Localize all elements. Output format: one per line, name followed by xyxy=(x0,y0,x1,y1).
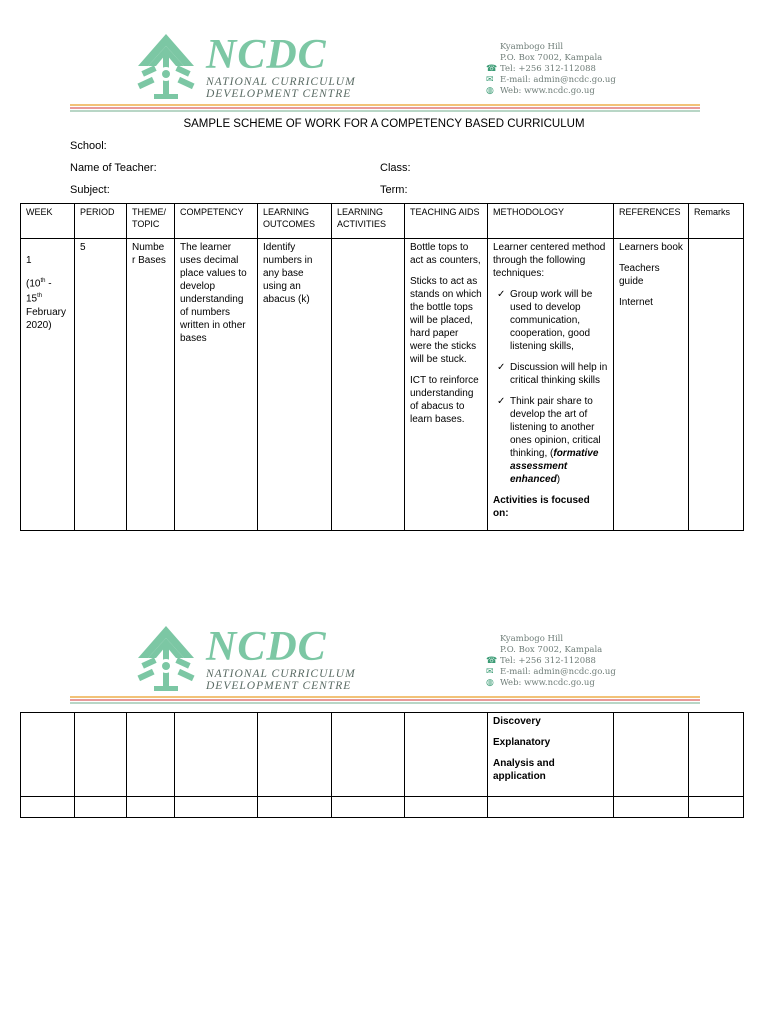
week-cell: 1 (10th - 15th February 2020) xyxy=(21,239,75,531)
brand-line-2: DEVELOPMENT CENTRE xyxy=(206,88,352,100)
theme-cell xyxy=(127,713,175,797)
activity-item: Analysis and application xyxy=(493,758,555,782)
address-line-1: Kyambogo Hill xyxy=(500,42,564,52)
brand-block xyxy=(206,626,356,692)
header-remarks: Remarks xyxy=(689,204,744,239)
address-line-2: P.O. Box 7002, Kampala xyxy=(500,645,603,655)
brand-line-1: NATIONAL CURRICULUM xyxy=(206,76,356,88)
ncdc-logo xyxy=(132,624,200,694)
phone-icon: ☎ xyxy=(486,656,498,666)
reference-item: Learners book xyxy=(619,242,683,253)
table-row xyxy=(21,239,744,531)
term-label: Term: xyxy=(380,184,408,196)
address-line-1: Kyambogo Hill xyxy=(500,634,564,644)
header-outcomes: LEARNING OUTCOMES xyxy=(258,204,332,239)
teaching-aids-cell xyxy=(405,239,488,531)
tel-line: Tel: +256 312-112088 xyxy=(500,64,596,74)
brand-line-1: NATIONAL CURRICULUM xyxy=(206,668,356,680)
activities-cell xyxy=(332,239,405,531)
scheme-of-work-table-continued xyxy=(20,712,744,818)
header-activities: LEARNING ACTIVITIES xyxy=(332,204,405,239)
contact-block xyxy=(486,634,616,689)
header-aids: TEACHING AIDS xyxy=(405,204,488,239)
letterhead xyxy=(70,622,700,702)
page-gap xyxy=(0,540,768,600)
scheme-of-work-table xyxy=(20,203,744,531)
header-stripes xyxy=(70,696,700,705)
teaching-aids-cell xyxy=(405,713,488,797)
aid-item: Sticks to act as stands on which the bottle tops will be placed, hard paper were the sticks will be stuck. xyxy=(410,276,482,365)
week-dates: (10th - xyxy=(26,278,52,290)
activity-item: Discovery xyxy=(493,716,541,727)
class-label: Class: xyxy=(380,162,411,174)
ncdc-logo xyxy=(132,32,200,102)
theme-cell: Numbe r Bases xyxy=(127,239,175,531)
outcomes-cell xyxy=(258,713,332,797)
document-title: SAMPLE SCHEME OF WORK FOR A COMPETENCY BASED CURRICULUM xyxy=(183,118,585,130)
brand-name: NCDC xyxy=(206,624,327,670)
list-item: ✓ Think pair share to develop the art of listening to another ones opinion, critical thinking, (formative assessment enhanced) xyxy=(497,396,601,485)
check-icon: ✓ xyxy=(497,396,506,407)
period-cell xyxy=(75,713,127,797)
outcomes-cell: Identify numbers in any base using an abacus (k) xyxy=(258,239,332,531)
methodology-intro: Learner centered method through the following techniques: xyxy=(493,242,606,279)
web-line: Web: www.ncdc.go.ug xyxy=(500,678,595,688)
technique-list xyxy=(493,288,608,486)
activity-item: Explanatory xyxy=(493,737,551,748)
email-line: E-mail: admin@ncdc.go.ug xyxy=(500,75,616,85)
brand-block xyxy=(206,34,356,100)
web-line: Web: www.ncdc.go.ug xyxy=(500,86,595,96)
remarks-cell xyxy=(689,713,744,797)
brand-line-2: DEVELOPMENT CENTRE xyxy=(206,680,352,692)
activities-focus: Activities is focused on: xyxy=(493,495,590,519)
page-2 xyxy=(0,600,768,1024)
email-line: E-mail: admin@ncdc.go.ug xyxy=(500,667,616,677)
header-week: WEEK xyxy=(21,204,75,239)
aid-item: ICT to reinforce understanding of abacus to learn bases. xyxy=(410,375,479,425)
list-item: ✓ Group work will be used to develop communication, cooperation, good listening skills, xyxy=(497,289,593,352)
references-cell xyxy=(614,239,689,531)
header-references: REFERENCES xyxy=(614,204,689,239)
table-header-row xyxy=(21,204,744,239)
phone-icon: ☎ xyxy=(486,64,498,74)
reference-item: Teachers guide xyxy=(619,263,660,287)
teacher-label: Name of Teacher: xyxy=(70,162,157,174)
header-competency: COMPETENCY xyxy=(175,204,258,239)
references-cell xyxy=(614,713,689,797)
table-row xyxy=(21,713,744,797)
subject-label: Subject: xyxy=(70,184,110,196)
header-theme: THEME/ TOPIC xyxy=(127,204,175,239)
mail-icon: ✉ xyxy=(486,75,494,85)
globe-icon: ◍ xyxy=(486,86,494,96)
brand-name: NCDC xyxy=(206,32,327,78)
formative-note: formative assessment enhanced xyxy=(510,448,599,485)
school-label: School: xyxy=(70,140,107,152)
aid-item: Bottle tops to act as counters, xyxy=(410,242,481,266)
address-line-2: P.O. Box 7002, Kampala xyxy=(500,53,603,63)
list-item: ✓ Discussion will help in critical thinking skills xyxy=(497,362,608,386)
week-cell xyxy=(21,713,75,797)
tel-line: Tel: +256 312-112088 xyxy=(500,656,596,666)
period-cell: 5 xyxy=(75,239,127,531)
letterhead xyxy=(70,30,700,110)
mail-icon: ✉ xyxy=(486,667,494,677)
contact-block xyxy=(486,42,616,97)
competency-cell xyxy=(175,713,258,797)
remarks-cell xyxy=(689,239,744,531)
reference-item: Internet xyxy=(619,297,653,308)
week-number: 1 xyxy=(26,255,32,266)
competency-cell: The learner uses decimal place values to develop understanding of numbers written in other bases xyxy=(175,239,258,531)
globe-icon: ◍ xyxy=(486,678,494,688)
table-row xyxy=(21,797,744,818)
methodology-cell xyxy=(488,713,614,797)
header-period: PERIOD xyxy=(75,204,127,239)
check-icon: ✓ xyxy=(497,289,506,300)
header-stripes xyxy=(70,104,700,113)
methodology-cell xyxy=(488,239,614,531)
header-methodology: METHODOLOGY xyxy=(488,204,614,239)
check-icon: ✓ xyxy=(497,362,506,373)
activities-cell xyxy=(332,713,405,797)
